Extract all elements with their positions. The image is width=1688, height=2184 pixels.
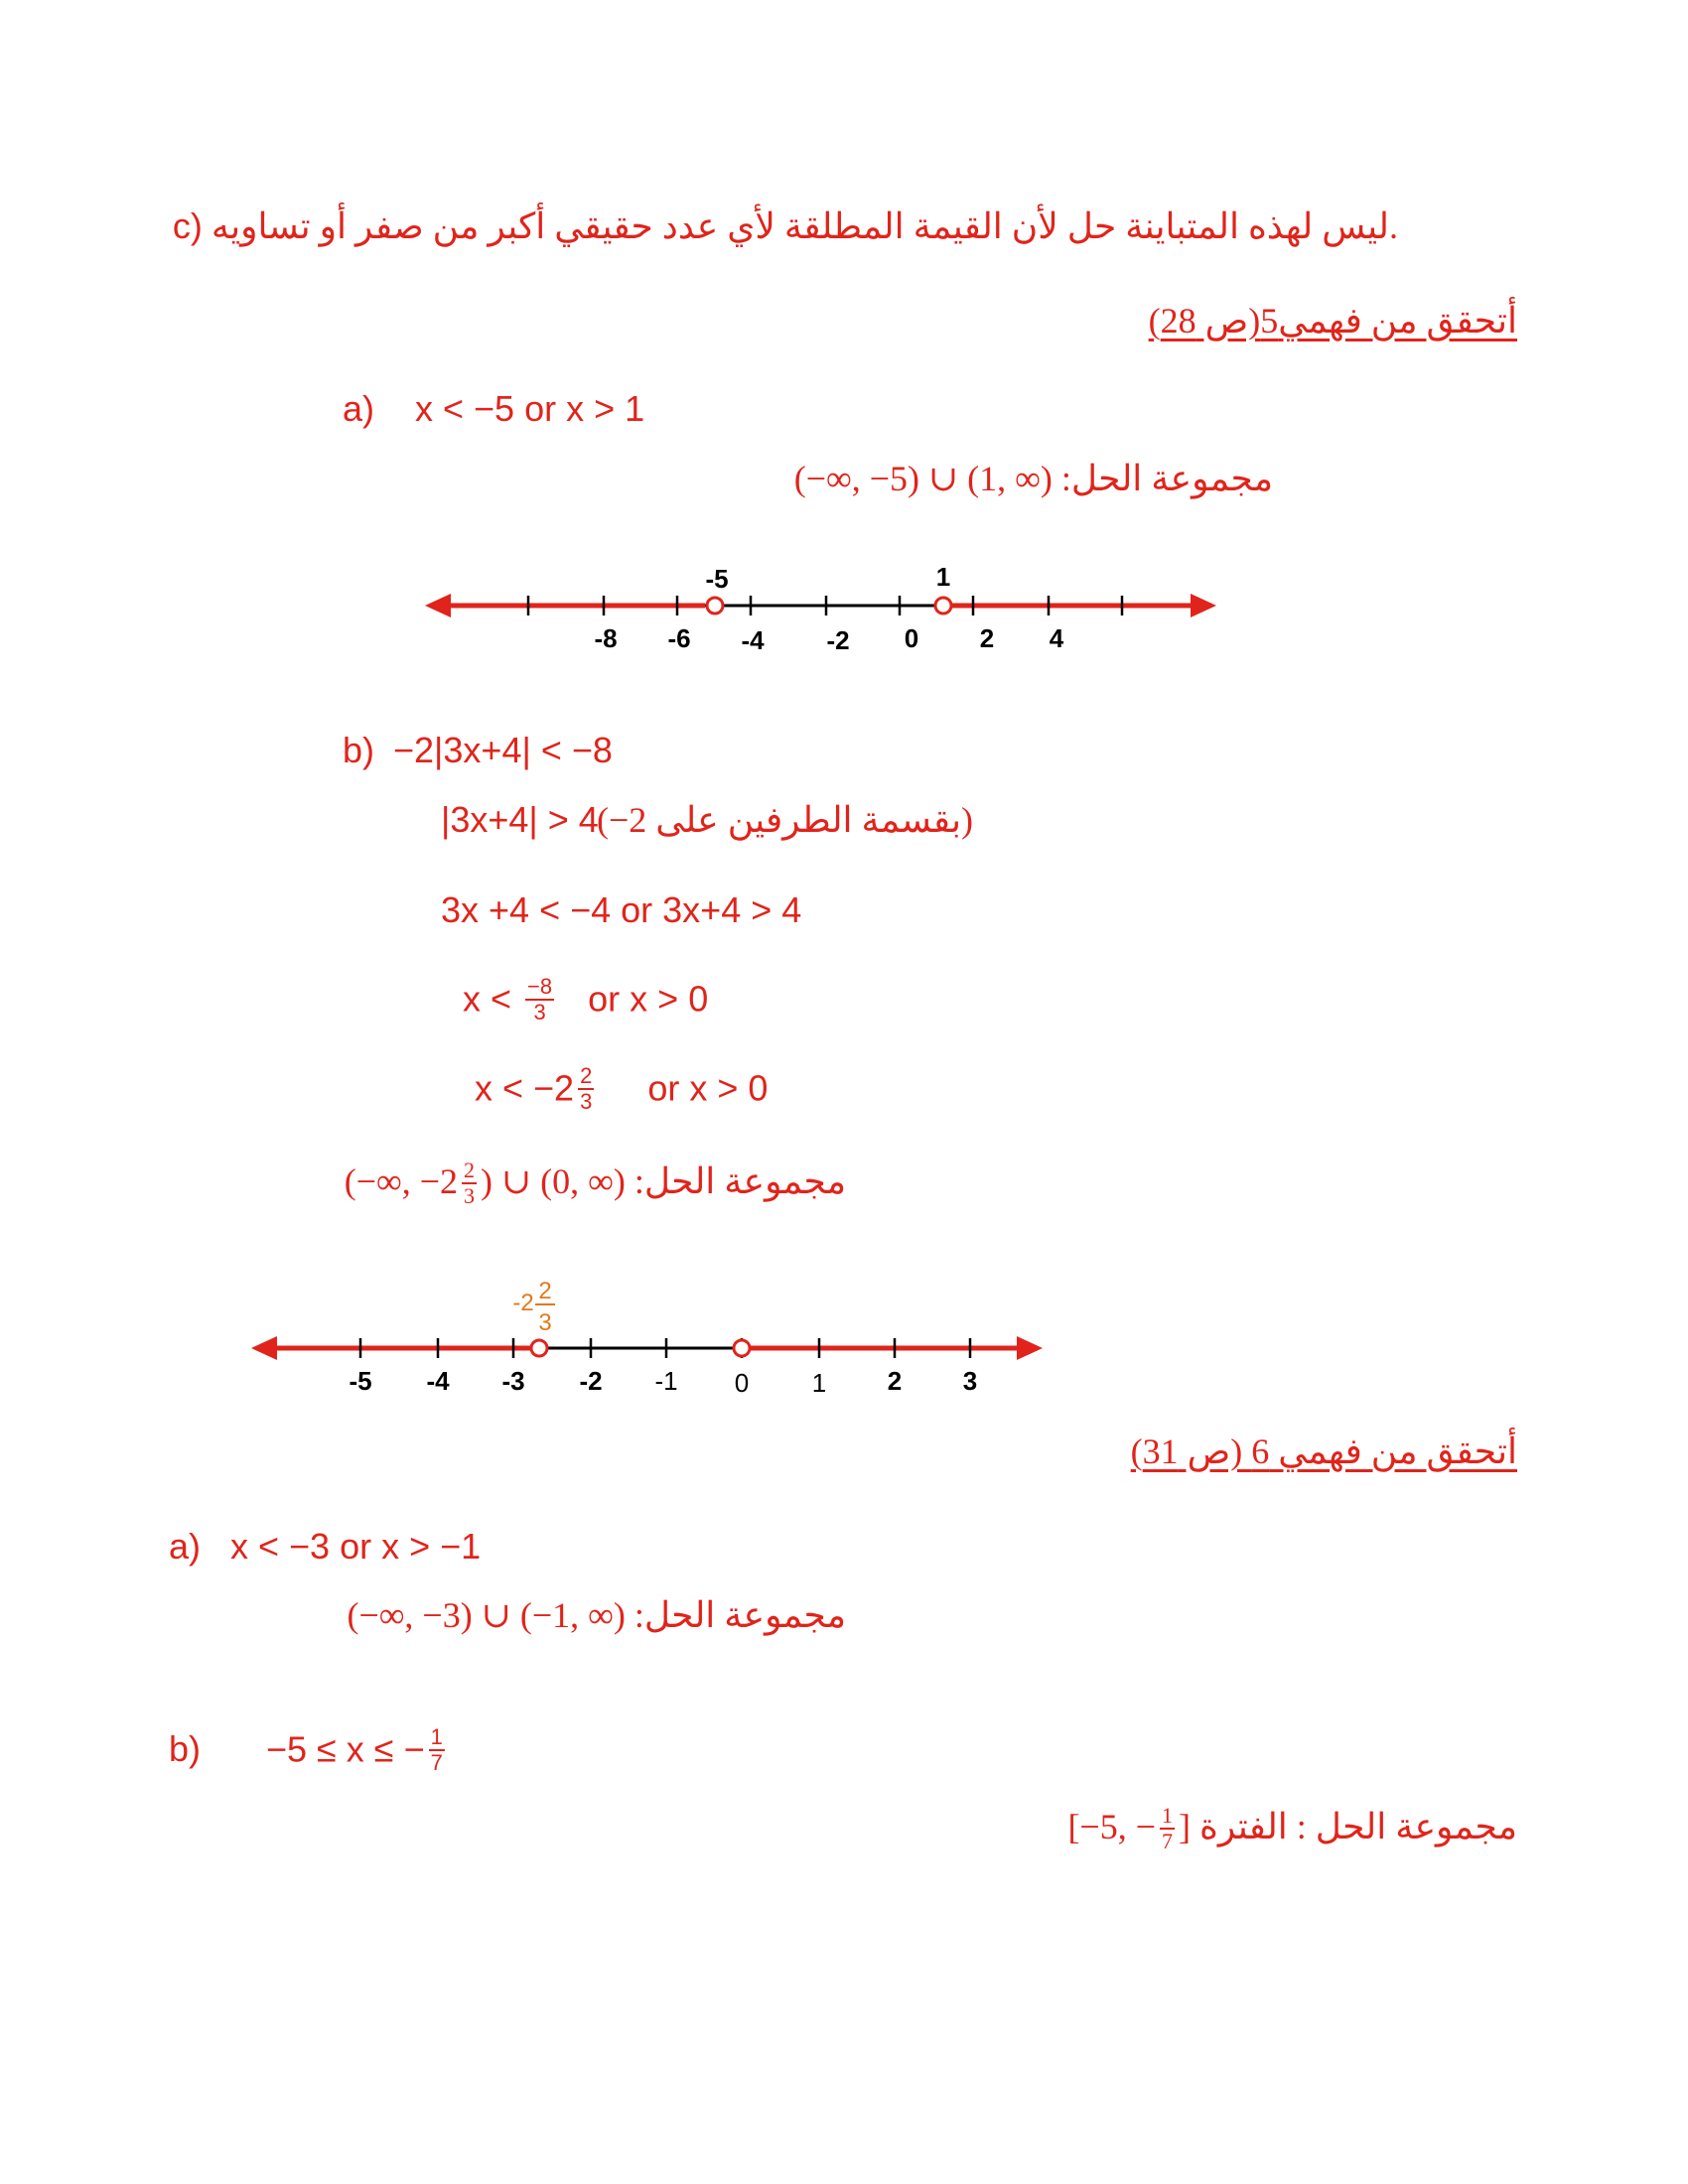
check5-b-label: b) — [343, 730, 375, 770]
tick-label: -4 — [426, 1366, 450, 1396]
open-point — [531, 1340, 547, 1356]
open-point — [935, 598, 951, 614]
solution-label: مجموعة الحل : الفترة — [1199, 1807, 1517, 1846]
section-c-text: ليس لهذه المتباينة حل لأن القيمة المطلقة لأي عدد حقيقي أكبر من صفر أو تساويه. — [211, 206, 1398, 246]
step-text: x < −2 — [475, 1067, 575, 1109]
step-text: or x > 0 — [588, 978, 709, 1020]
check5-b-step1-note: (بقسمة الطرفين على 2−) — [597, 800, 973, 840]
point-label-num: 2 — [538, 1278, 552, 1304]
open-point — [707, 598, 723, 614]
section-c-label: c) — [172, 205, 203, 246]
tick-label: -2 — [579, 1366, 603, 1396]
solution-set: [−5, − $\frac{1}{7}$ ] — [1067, 1802, 1192, 1853]
check6-a-inequality: x < −3 or x > −1 — [230, 1526, 482, 1567]
solution-set: (−∞, −5) ∪ (1, ∞) — [793, 459, 1053, 498]
tick-label: -2 — [826, 625, 850, 655]
open-point — [734, 1340, 750, 1356]
check5-a-solution — [794, 457, 1273, 500]
check5-a-inequality: x < −5 or x > 1 — [415, 388, 645, 429]
number-line-2 — [243, 1261, 1067, 1410]
tick-label: 0 — [734, 1368, 750, 1398]
tick-label: 0 — [904, 623, 919, 653]
point-label-whole: -2 — [512, 1290, 534, 1316]
check6-b-solution — [1067, 1802, 1517, 1855]
point-label: 1 — [935, 562, 951, 592]
tick-label: 3 — [962, 1366, 978, 1396]
check6-b-label: b) — [169, 1728, 202, 1769]
tick-label: -5 — [349, 1366, 372, 1396]
check6-a-label: a) — [169, 1526, 202, 1567]
check5-b-step2: 3x +4 < −4 or 3x+4 > 4 — [441, 889, 802, 930]
solution-set: (−∞, −2 $\frac{2}{3}$ ) ∪ (0, ∞) — [344, 1157, 626, 1208]
solution-label: مجموعة الحل: — [633, 1595, 846, 1635]
tick-label: 2 — [979, 623, 995, 653]
check5-b-step4 — [475, 1063, 769, 1116]
fraction: $\frac{-8}{3}$ — [527, 974, 553, 1024]
check5-b-step1: |3x+4| > 4 — [441, 799, 599, 840]
check5-b-inequality: −2|3x+4| < −8 — [393, 730, 613, 770]
solution-label: مجموعة الحل: — [633, 1161, 846, 1201]
tick-label: 1 — [811, 1368, 827, 1398]
fraction: $\frac{1}{7}$ — [430, 1724, 443, 1775]
check6-heading: أتحقق من فهمي 6 (ص 31) — [1130, 1432, 1517, 1471]
check6-b-inequality: −5 ≤ x ≤ − $\frac{1}{7}$ — [266, 1724, 443, 1775]
tick-label: -4 — [741, 625, 765, 655]
tick-label: -6 — [667, 623, 691, 653]
step-text: or x > 0 — [647, 1067, 769, 1109]
check5-b-solution — [344, 1157, 846, 1210]
check5-heading: أتحقق من فهمي5(ص 28) — [1148, 301, 1517, 341]
section-c — [173, 205, 1398, 248]
point-label-den: 3 — [538, 1309, 552, 1336]
fraction: $\frac{2}{3}$ — [580, 1063, 593, 1114]
solution-set: (−∞, −3) ∪ (−1, ∞) — [347, 1595, 626, 1635]
check6-a-solution — [347, 1593, 846, 1637]
check5-b-step3 — [463, 974, 709, 1026]
tick-label: -1 — [654, 1366, 678, 1396]
check5-a-label: a) — [343, 388, 375, 429]
tick-label: -8 — [594, 623, 618, 653]
step-text: x < — [463, 978, 512, 1020]
number-line-1 — [417, 556, 1231, 665]
tick-label: 4 — [1049, 623, 1064, 653]
point-label: -5 — [705, 564, 729, 594]
tick-label: -3 — [501, 1366, 525, 1396]
solution-label: مجموعة الحل: — [1060, 459, 1273, 498]
tick-label: 2 — [887, 1366, 903, 1396]
